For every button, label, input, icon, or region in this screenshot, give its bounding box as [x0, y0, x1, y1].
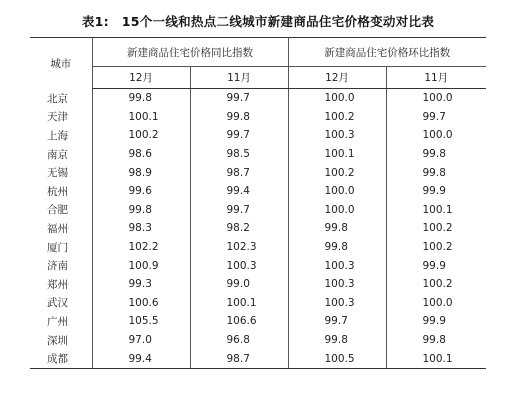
table-row	[30, 126, 486, 145]
yoy-dec-cell: 100.9	[92, 256, 190, 275]
city-cell: 厦门	[30, 238, 92, 257]
mom-nov-cell: 99.9	[422, 259, 446, 272]
yoy-nov-cell: 100.1	[190, 294, 288, 313]
mom-dec-cell: 99.7	[288, 312, 386, 331]
city-cell: 广州	[30, 312, 92, 331]
mom-nov-cell: 100.0	[422, 129, 453, 142]
city-cell: 杭州	[30, 182, 92, 201]
yoy-dec-cell: 98.9	[92, 163, 190, 182]
yoy-nov-cell: 100.3	[190, 256, 288, 275]
yoy-dec-cell: 99.6	[92, 182, 190, 201]
table-row	[30, 182, 486, 201]
city-cell: 武汉	[30, 294, 92, 313]
table-row	[30, 145, 486, 164]
yoy-dec-cell: 102.2	[92, 238, 190, 257]
city-cell: 北京	[30, 89, 92, 108]
yoy-nov-cell: 98.7	[190, 349, 288, 368]
city-cell: 天津	[30, 108, 92, 127]
price-index-table	[30, 37, 486, 369]
mom-nov-header: 11月	[386, 67, 486, 89]
yoy-dec-cell: 97.0	[92, 331, 190, 350]
yoy-nov-cell: 99.8	[190, 108, 288, 127]
table-row	[30, 331, 486, 350]
table-row	[30, 201, 486, 220]
mom-nov-cell: 100.1	[386, 349, 486, 368]
yoy-dec-cell: 100.6	[92, 294, 190, 313]
mom-nov-cell: 100.2	[422, 222, 453, 235]
table-title: 表1: 15个一线和热点二线城市新建商品住宅价格变动对比表	[81, 14, 435, 29]
mom-nov-cell: 99.8	[422, 148, 446, 161]
mom-dec-cell: 99.8	[288, 331, 386, 350]
mom-dec-cell: 99.8	[288, 238, 386, 257]
table-row	[30, 108, 486, 127]
yoy-dec-cell: 99.8	[92, 201, 190, 220]
city-cell: 济南	[30, 256, 92, 275]
yoy-dec-cell: 98.3	[92, 219, 190, 238]
mom-dec-cell: 100.2	[288, 163, 386, 182]
city-column-header: 城市	[30, 38, 92, 89]
mom-dec-cell: 99.8	[288, 219, 386, 238]
city-cell: 深圳	[30, 331, 92, 350]
city-cell: 郑州	[30, 275, 92, 294]
yoy-dec-cell: 105.5	[92, 312, 190, 331]
mom-nov-cell: 100.0	[422, 92, 453, 105]
yoy-dec-cell: 100.1	[92, 108, 190, 127]
yoy-nov-cell: 99.7	[190, 89, 288, 108]
yoy-dec-cell: 99.3	[92, 275, 190, 294]
mom-nov-cell: 100.2	[422, 241, 453, 254]
yoy-dec-cell: 100.2	[92, 126, 190, 145]
yoy-nov-cell: 102.3	[190, 238, 288, 257]
mom-dec-cell: 100.3	[288, 126, 386, 145]
yoy-dec-cell: 99.4	[92, 349, 190, 368]
mom-dec-cell: 100.3	[288, 275, 386, 294]
city-cell: 上海	[30, 126, 92, 145]
yoy-dec-cell: 98.6	[92, 145, 190, 164]
city-cell: 成都	[30, 349, 92, 368]
yoy-nov-cell: 99.4	[190, 182, 288, 201]
mom-nov-cell: 99.9	[422, 185, 446, 198]
mom-dec-cell: 100.1	[288, 145, 386, 164]
yoy-nov-cell: 98.7	[190, 163, 288, 182]
yoy-nov-header: 11月	[190, 67, 288, 89]
table-row	[30, 294, 486, 313]
yoy-dec-header: 12月	[92, 67, 190, 89]
yoy-nov-cell: 98.2	[190, 219, 288, 238]
mom-dec-cell: 100.3	[288, 256, 386, 275]
yoy-nov-cell: 99.7	[190, 126, 288, 145]
mom-dec-cell: 100.2	[288, 108, 386, 127]
mom-nov-cell: 99.8	[422, 334, 446, 347]
table-row	[30, 89, 486, 108]
table-row	[30, 163, 486, 182]
yoy-nov-cell: 99.0	[190, 275, 288, 294]
yoy-nov-cell: 106.6	[190, 312, 288, 331]
table-row	[30, 256, 486, 275]
yoy-nov-cell: 96.8	[190, 331, 288, 350]
yoy-group-header: 新建商品住宅价格同比指数	[92, 38, 288, 67]
mom-dec-cell: 100.3	[288, 294, 386, 313]
mom-nov-cell: 100.1	[422, 203, 453, 216]
mom-dec-cell: 100.5	[288, 349, 386, 368]
yoy-dec-cell: 99.8	[92, 89, 190, 108]
table-row	[30, 238, 486, 257]
city-cell: 南京	[30, 145, 92, 164]
mom-nov-cell: 99.9	[422, 315, 446, 328]
mom-dec-cell: 100.0	[288, 89, 386, 108]
mom-nov-cell: 99.7	[422, 110, 446, 123]
city-cell: 福州	[30, 219, 92, 238]
mom-dec-header: 12月	[288, 67, 386, 89]
mom-dec-cell: 100.0	[288, 182, 386, 201]
city-cell: 无锡	[30, 163, 92, 182]
mom-group-header: 新建商品住宅价格环比指数	[288, 38, 486, 67]
table-row	[30, 219, 486, 238]
yoy-nov-cell: 99.7	[190, 201, 288, 220]
table-row	[30, 312, 486, 331]
yoy-nov-cell: 98.5	[190, 145, 288, 164]
mom-nov-cell: 100.2	[422, 278, 453, 291]
table-row	[30, 349, 486, 368]
mom-nov-cell: 99.8	[422, 166, 446, 179]
mom-nov-cell: 100.0	[422, 296, 453, 309]
mom-dec-cell: 100.0	[288, 201, 386, 220]
table-row	[30, 275, 486, 294]
city-cell: 合肥	[30, 201, 92, 220]
